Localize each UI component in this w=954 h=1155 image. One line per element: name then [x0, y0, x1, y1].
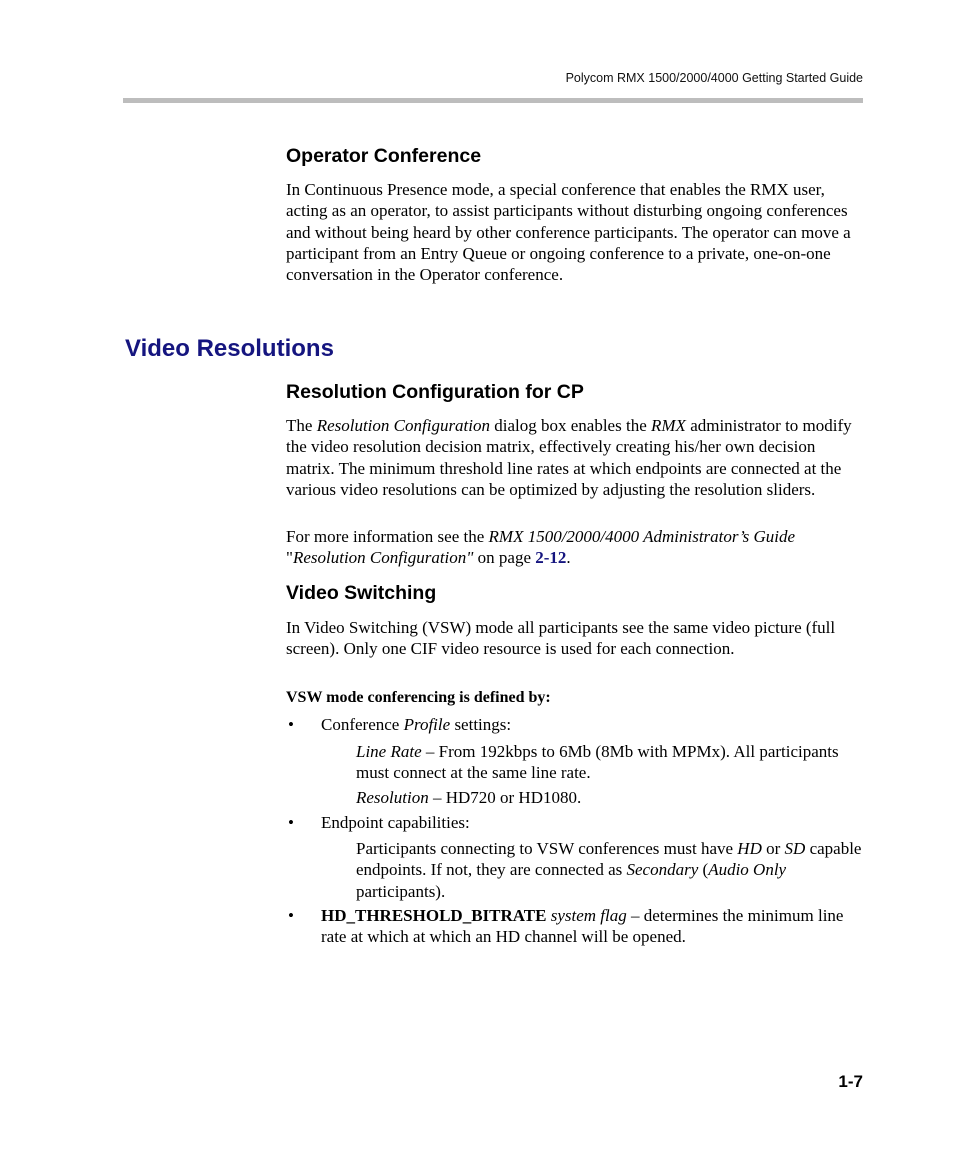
page-link-2-12[interactable]: 2-12	[535, 548, 567, 568]
header-rule	[123, 98, 863, 103]
resolution-config-paragraph: The Resolution Configuration dialog box enables the RMX administrator to modify the video resolution decision matrix, effectively creating his/her own decision matrix. The minimum threshold line rates at which endpoints are connected at the various video resolutions can be optimized by adjusting the resolution sliders.	[286, 416, 852, 499]
endpoint-capabilities-detail: Participants connecting to VSW conferences must have HD or SD capable endpoints. If not, they are connected as Secondary (Audio Only participants).	[356, 839, 862, 901]
resolution-config-heading: Resolution Configuration for CP	[286, 381, 584, 403]
running-header: Polycom RMX 1500/2000/4000 Getting Started Guide	[565, 71, 863, 85]
video-switching-paragraph: In Video Switching (VSW) mode all participants see the same video picture (full screen). Only one CIF video resource is used for each connection.	[286, 618, 836, 659]
operator-conference-paragraph: In Continuous Presence mode, a special conference that enables the RMX user, acting as an operator, to assist participants without disturbing ongoing conferences and without being heard by other conference participants. The operator can move a participant from an Entry Queue or ongoing conference to a private, one-on-one conversation in the Operator conference.	[286, 180, 851, 285]
bullet-hd-threshold: HD_THRESHOLD_BITRATE system flag – determines the minimum line rate at which at which an HD channel will be opened.	[321, 906, 844, 947]
more-info-paragraph: For more information see the RMX 1500/2000/4000 Administrator’s Guide "Resolution Configuration" on page 2-12.	[286, 527, 796, 568]
bullet-endpoint-capabilities: Endpoint capabilities:	[321, 813, 470, 832]
operator-conference-heading: Operator Conference	[286, 145, 482, 167]
bullet-3: •	[288, 906, 294, 925]
bullet-2: •	[288, 813, 294, 832]
video-resolutions-heading: Video Resolutions	[125, 335, 334, 362]
bullet-1: •	[288, 715, 294, 734]
page-number: 1-7	[838, 1072, 863, 1091]
vsw-definition-label: VSW mode conferencing is defined by:	[286, 689, 551, 706]
line-rate-item: Line Rate – From 192kbps to 6Mb (8Mb with MPMx). All participants must connect at the same line rate.	[356, 742, 839, 783]
bullet-conference-profile: Conference Profile settings:	[321, 715, 512, 734]
video-switching-heading: Video Switching	[286, 582, 437, 604]
resolution-item: Resolution – HD720 or HD1080.	[356, 788, 582, 807]
